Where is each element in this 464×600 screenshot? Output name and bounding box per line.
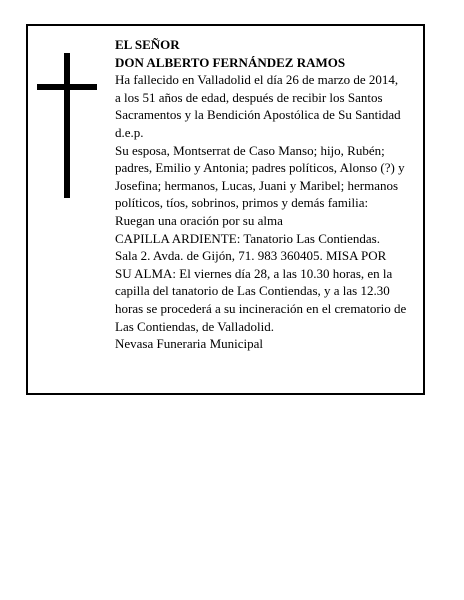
body-line: horas se procederá a su incineración en el crematorio de	[115, 300, 407, 316]
body-line: SU ALMA: El viernes día 28, a las 10.30 horas, en la	[115, 265, 393, 281]
funeral-home: Nevasa Funeraria Municipal	[115, 336, 264, 352]
body-line: Sala 2. Avda. de Gijón, 71. 983 360405. MISA POR	[115, 248, 387, 264]
body-line: Las Contiendas, de Valladolid.	[115, 318, 274, 334]
cross-vertical-bar	[64, 53, 70, 198]
body-line: capilla del tanatorio de Las Contiendas, y a las 12.30	[115, 283, 390, 299]
body-line: Su esposa, Montserrat de Caso Manso; hijo, Rubén;	[115, 142, 385, 158]
body-line: Josefina; hermanos, Lucas, Juani y Maribel; hermanos	[115, 177, 399, 193]
body-line: Ha fallecido en Valladolid el día 26 de marzo de 2014,	[115, 72, 399, 88]
body-line: CAPILLA ARDIENTE: Tanatorio Las Contiendas.	[115, 230, 380, 246]
body-line: d.e.p.	[115, 124, 144, 140]
cross-horizontal-bar	[37, 84, 97, 90]
body-line: Sacramentos y la Bendición Apostólica de Su Santidad	[115, 107, 401, 123]
body-line: políticos, tíos, sobrinos, primos y demás familia:	[115, 195, 369, 211]
heading-title: EL SEÑOR	[115, 37, 180, 52]
body-line: a los 51 años de edad, después de recibir los Santos	[115, 89, 383, 105]
deceased-name: DON ALBERTO FERNÁNDEZ RAMOS	[115, 54, 346, 70]
body-line: padres, Emilio y Antonia; padres políticos, Alonso (?) y	[115, 160, 405, 176]
obituary-text	[115, 36, 425, 353]
body-line: Ruegan una oración por su alma	[115, 212, 283, 228]
